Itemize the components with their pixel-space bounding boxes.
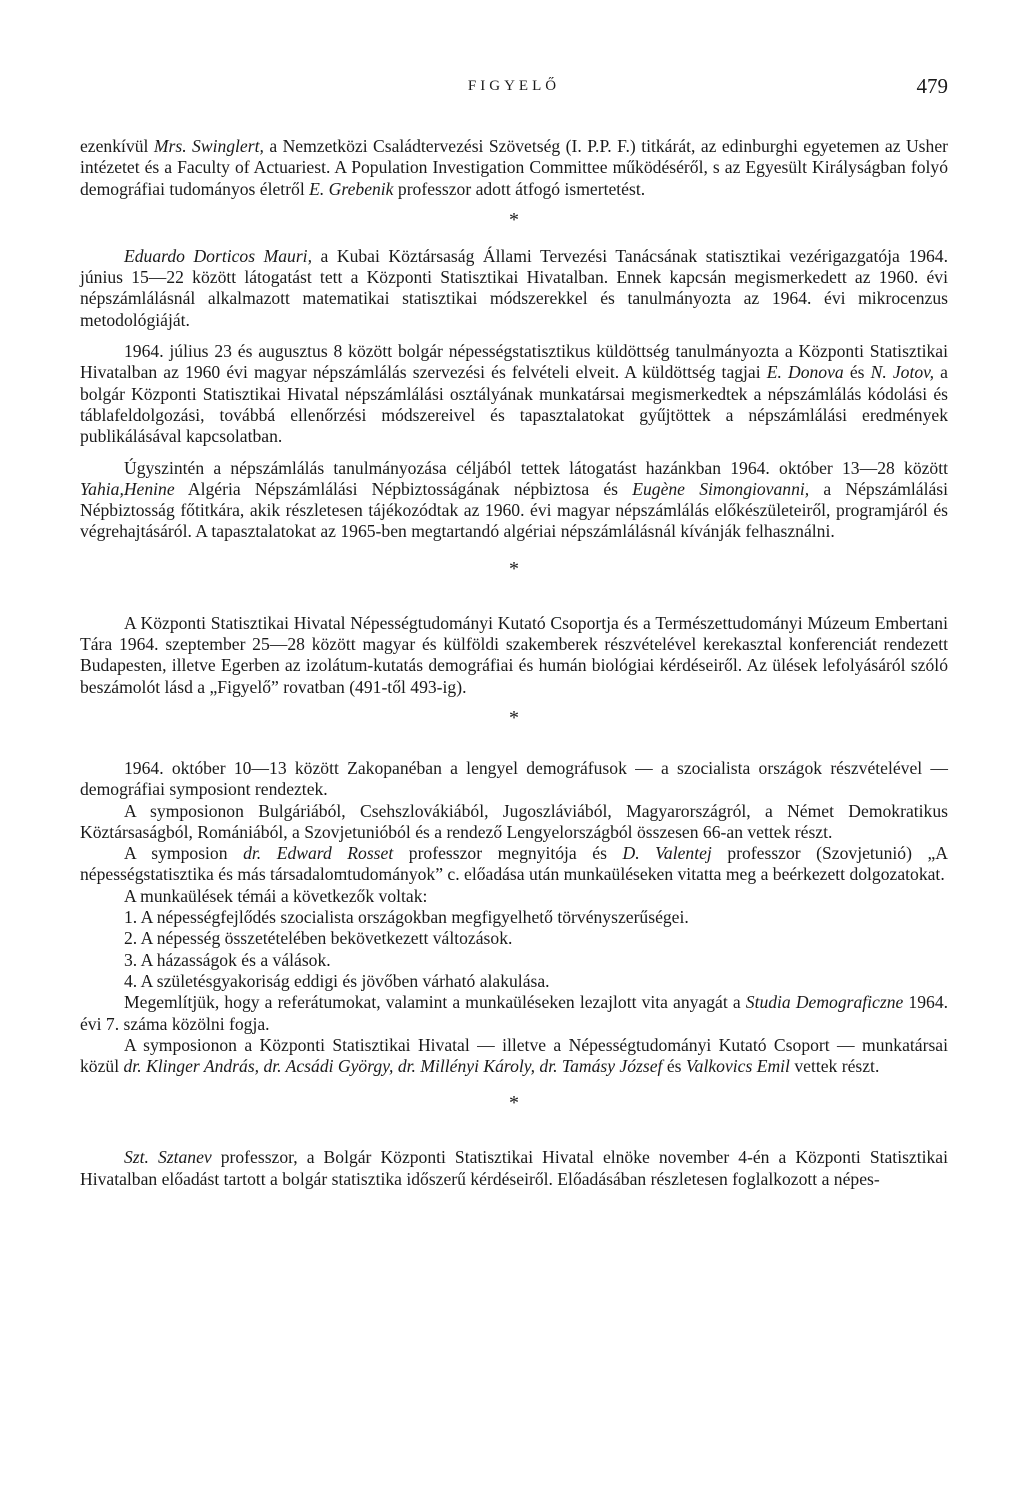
text-run: ezenkívül: [80, 136, 154, 156]
italic-name: Yahia,Henine: [80, 478, 175, 499]
section-separator: *: [509, 208, 519, 231]
text-run: a bolgár Központi Statisztikai Hivatal népszámlálási osztályának munkatársai megismerkedtek a népszámlálás kódolási és táblafeldolgozási, továbbá ellenőrzési módszereivel és tapasztalatokat gyűjtöttek a népszámlálási eredmények publikálásával kapcsolatban.: [80, 362, 948, 447]
italic-name: dr. Edward Rosset: [243, 843, 394, 864]
text-run: A symposionon a Központi Statisztikai Hivatal — illetve a Népességtudományi Kutató Csoport — munkatársai közül: [80, 1034, 948, 1077]
text-run: 3. A házasságok és a válások.: [124, 949, 331, 970]
text-run: Megemlítjük, hogy a referátumokat, valamint a munkaüléseken lezajlott vita anyagát a: [124, 992, 746, 1013]
text-run: a Nemzetközi Családtervezési Szövetség (I. P.P. F.) titkárát, az edinburghi egyetemen az Usher intézetet és a Faculty of Actuariest. A Population Investigation Committee működéséről, s az Egyesült Királyságban folyó demográfiai tudományos életről: [80, 136, 948, 199]
page-number: 479: [916, 74, 948, 98]
italic-name: D. Valentej: [622, 843, 712, 864]
paragraph: [80, 843, 948, 886]
page-header: [80, 74, 948, 102]
section-separator: *: [509, 1092, 519, 1115]
italic-name: Mrs. Swinglert,: [153, 136, 264, 156]
paragraph: [80, 341, 948, 447]
italic-name: Studia Demograficzne: [745, 992, 904, 1013]
paragraph: [80, 992, 948, 1035]
text-run: A symposionon Bulgáriából, Csehszlovákiából, Jugoszláviából, Magyarországról, a Német Demokratikus Köztársaságból, Romániából, a Szovjetunióból és a rendező Lengyelországból összesen 66-an vettek részt.: [80, 800, 948, 842]
italic-name: dr. Klinger András, dr. Acsádi György, dr. Millényi Károly, dr. Tamásy József: [123, 1056, 663, 1077]
text-run: professzor adott átfogó ismertetést.: [393, 178, 646, 199]
paragraph: [80, 801, 948, 844]
text-run: Algéria Népszámlálási Népbiztosságának népbiztosa és: [174, 478, 633, 499]
text-run: 1964. október 10—13 között Zakopanéban a lengyel demográfusok — a szocialista országok részvételével — demográfiai symposiont rendeztek.: [80, 757, 948, 800]
text-run: 4. A születésgyakoriság eddigi és jövőben várható alakulása.: [124, 970, 550, 991]
italic-name: Valkovics Emil: [685, 1056, 790, 1077]
italic-name: Eugène Simongiovanni,: [632, 478, 810, 499]
list-item: [80, 907, 948, 928]
italic-name: N. Jotov,: [870, 362, 935, 383]
article-body: [80, 136, 948, 1200]
text-run: vettek részt.: [789, 1056, 880, 1077]
text-run: 1. A népességfejlődés szocialista országokban megfigyelhető törvényszerűségei.: [124, 907, 689, 928]
text-run: professzor (Szovjetunió) „A népességstatisztika és más társadalomtudományok” c. előadása után munkaüléseken vitatta meg a beérkezett dolgozatokat.: [80, 843, 948, 885]
list-item: [80, 928, 948, 949]
text-run: a Népszámlálási Népbiztosság főtitkára, akik részletesen tájékozódtak az 1960. évi magyar népszámlálás előkészületeiről, programjáról és végrehajtásáról. A tapasztalatokat az 1965-ben megtartandó algériai népszámlálásnál kívánják felhasználni.: [80, 478, 949, 542]
paragraph: [80, 246, 948, 331]
italic-name: Szt. Sztanev: [124, 1147, 212, 1168]
text-run: professzor megnyitója és: [393, 843, 623, 864]
list-item: [80, 971, 948, 992]
section-separator: *: [509, 557, 519, 580]
section-separator: *: [509, 706, 519, 729]
text-run: A munkaülések témái a következők voltak:: [124, 885, 428, 906]
text-run: a Kubai Köztársaság Állami Tervezési Tanácsának statisztikai vezérigazgatója 1964. június 15—22 között látogatást tett a Központi Statisztikai Hivatalban. Ennek kapcsán megismerkedett az 1960. évi népszámlálásnál alkalmazott matematikai statisztikai módszerekkel és tanulmányozta az 1964. évi mikrocenzus metodológiáját.: [80, 245, 948, 330]
text-run: Úgyszintén a népszámlálás tanulmányozása céljából tettek látogatást hazánkban 1964. október 13—28 között: [124, 457, 948, 478]
paragraph: [80, 758, 948, 801]
paragraph: [80, 613, 948, 698]
text-run: professzor, a Bolgár Központi Statisztikai Hivatal elnöke november 4-én a Központi Statisztikai Hivatalban előadást tartott a bolgár statisztika időszerű kérdéseiről. Előadásában részletesen foglalkozott a népes-: [80, 1147, 949, 1189]
text-run: 1964. július 23 és augusztus 8 között bolgár népességstatisztikus küldöttség tanulmányozta a Központi Statisztikai Hivatalban az 1960 évi magyar népszámlálás szervezési és felvételi elveit. A küldöttség tagjai: [80, 341, 948, 383]
paragraph: [80, 886, 948, 907]
italic-name: Eduardo Dorticos Mauri,: [124, 245, 312, 266]
italic-name: E. Donova: [766, 362, 844, 383]
text-run: és: [843, 362, 871, 383]
list-item: [80, 950, 948, 971]
text-run: 1964. évi 7. száma közölni fogja.: [80, 992, 949, 1034]
paragraph: [80, 136, 948, 200]
text-run: és: [662, 1056, 686, 1077]
paragraph: [80, 458, 948, 543]
paragraph: [80, 1035, 948, 1078]
text-run: A symposion: [124, 843, 244, 864]
text-run: A Központi Statisztikai Hivatal Népességtudományi Kutató Csoportja és a Természettudományi Múzeum Embertani Tára 1964. szeptember 25—28 között magyar és külföldi szakemberek részvételével kerekasztal konferenciát rendezett Budapesten, illetve Egerben az izolátum-kutatás demográfiai és humán biológiai kérdéseiről. Az ülések lefolyásáról szóló beszámolót lásd a „Figyelő” rovatban (491-től 493-ig).: [80, 612, 948, 697]
paragraph: [80, 1147, 948, 1190]
running-title: FIGYELŐ: [467, 78, 561, 94]
italic-name: E. Grebenik: [309, 178, 394, 199]
text-run: 2. A népesség összetételében bekövetkezett változások.: [124, 928, 513, 949]
